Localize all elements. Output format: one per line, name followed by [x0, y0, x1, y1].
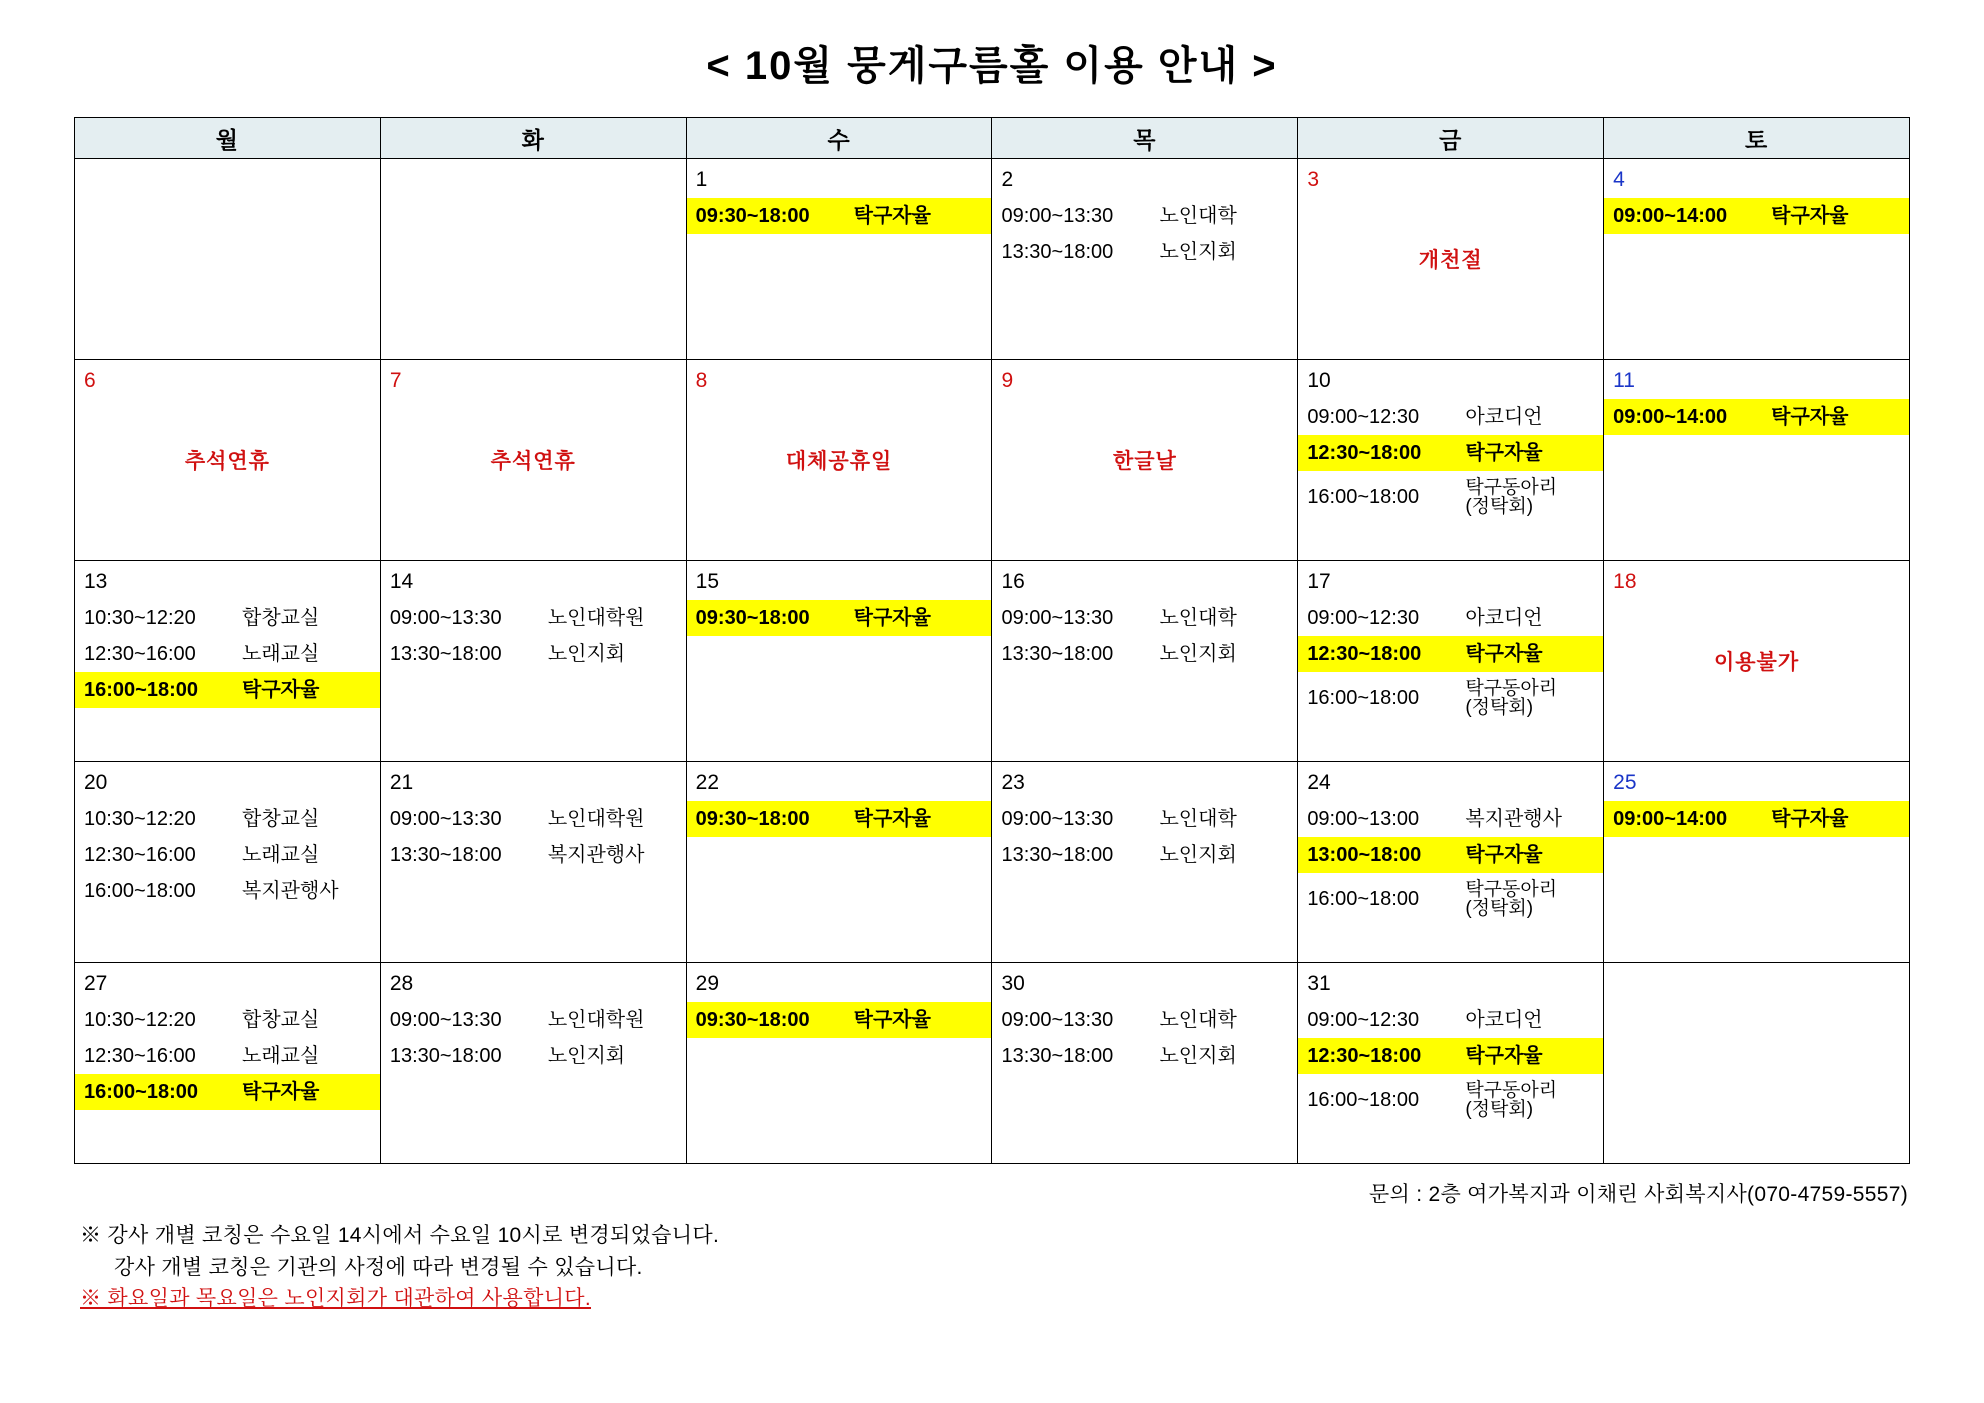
event-item — [381, 636, 686, 672]
event-item — [1298, 837, 1603, 873]
event-item — [1604, 801, 1909, 837]
event-name: 노인대학원 — [547, 808, 645, 830]
event-name: 탁구동아리 (정탁회) — [1465, 1080, 1558, 1121]
event-name: 노인대학원 — [547, 1009, 645, 1031]
note-line-1: ※ 강사 개별 코칭은 수요일 14시에서 수요일 10시로 변경되었습니다. — [80, 1224, 720, 1247]
day-number: 2 — [1001, 168, 1014, 191]
note-line-3: ※ 화요일과 목요일은 노인지회가 대관하여 사용합니다. — [80, 1287, 591, 1310]
holiday-label: 개천절 — [1418, 249, 1483, 272]
event-time: 12:30~16:00 — [84, 1045, 196, 1067]
event-list — [381, 600, 686, 672]
event-name: 노인지회 — [1159, 1045, 1237, 1067]
event-item — [75, 801, 380, 837]
event-time: 09:00~13:30 — [389, 607, 502, 629]
weekday-header-sat: 토 — [1604, 118, 1910, 159]
event-time: 13:30~18:00 — [389, 643, 502, 665]
event-name: 탁구자율 — [853, 607, 931, 629]
holiday-label: 대체공휴일 — [785, 450, 893, 473]
event-name: 노인대학 — [1159, 205, 1237, 227]
event-name: 노인대학 — [1159, 808, 1237, 830]
day-number: 21 — [389, 771, 414, 794]
event-time: 16:00~18:00 — [84, 679, 198, 701]
event-item — [992, 1038, 1297, 1074]
event-name: 노래교실 — [242, 844, 320, 866]
event-item — [1298, 1074, 1603, 1127]
event-item — [1604, 399, 1909, 435]
event-item — [992, 801, 1297, 837]
event-item — [75, 873, 380, 909]
event-item — [1298, 636, 1603, 672]
event-name: 노인대학 — [1159, 1009, 1237, 1031]
event-item — [381, 1002, 686, 1038]
calendar-day-cell-3[interactable] — [1298, 159, 1604, 360]
event-time: 13:30~18:00 — [1001, 844, 1114, 866]
event-list — [1298, 399, 1603, 524]
event-item — [1298, 1038, 1603, 1074]
event-time: 09:00~12:30 — [1307, 607, 1420, 629]
event-list — [1604, 198, 1909, 234]
event-item — [1298, 873, 1603, 926]
event-time: 13:30~18:00 — [1001, 241, 1114, 263]
event-item — [1298, 801, 1603, 837]
event-time: 09:00~13:30 — [1001, 1009, 1114, 1031]
event-time: 10:30~12:20 — [84, 808, 196, 830]
weekday-header-tue: 화 — [380, 118, 686, 159]
event-name: 노인대학원 — [547, 607, 645, 629]
event-time: 10:30~12:20 — [84, 607, 196, 629]
day-number: 28 — [389, 972, 414, 995]
calendar-week-row — [75, 159, 1910, 360]
event-item — [992, 198, 1297, 234]
event-list — [75, 600, 380, 708]
day-number: 11 — [1613, 369, 1635, 392]
event-item — [1298, 399, 1603, 435]
holiday-label: 이용불가 — [1713, 651, 1800, 674]
calendar-day-cell-28[interactable] — [380, 963, 686, 1164]
calendar-day-cell-13[interactable] — [75, 561, 381, 762]
event-list — [381, 1002, 686, 1074]
event-item — [381, 1038, 686, 1074]
calendar-day-cell-25[interactable] — [1604, 762, 1910, 963]
event-name: 합창교실 — [242, 607, 320, 629]
event-item — [1298, 1002, 1603, 1038]
calendar-day-cell-14[interactable] — [380, 561, 686, 762]
calendar-day-cell-15[interactable] — [686, 561, 992, 762]
event-time: 09:00~13:30 — [1001, 808, 1114, 830]
event-time: 09:30~18:00 — [695, 808, 810, 830]
calendar-day-cell-29[interactable] — [686, 963, 992, 1164]
weekday-header-mon: 월 — [75, 118, 381, 159]
weekday-header-thu: 목 — [992, 118, 1298, 159]
note-line-2: 강사 개별 코칭은 기관의 사정에 따라 변경될 수 있습니다. — [114, 1255, 643, 1279]
event-time: 16:00~18:00 — [84, 880, 196, 902]
event-name: 복지관행사 — [1465, 808, 1562, 830]
calendar-day-cell-31[interactable] — [1298, 963, 1604, 1164]
event-list — [687, 1002, 992, 1038]
event-time: 16:00~18:00 — [1307, 1089, 1420, 1112]
event-time: 16:00~18:00 — [1307, 888, 1420, 911]
event-name: 탁구자율 — [1771, 205, 1849, 227]
day-number: 10 — [1307, 369, 1331, 392]
event-name: 노인지회 — [1159, 844, 1237, 866]
event-name: 아코디언 — [1465, 607, 1543, 629]
day-number: 22 — [695, 771, 720, 794]
holiday-label: 추석연휴 — [184, 450, 270, 473]
event-name: 탁구자율 — [1771, 406, 1849, 428]
calendar-day-cell-30[interactable] — [992, 963, 1298, 1164]
event-name: 노인지회 — [547, 643, 626, 665]
event-time: 12:30~16:00 — [84, 643, 196, 665]
event-name: 노인지회 — [547, 1045, 626, 1067]
event-list — [687, 600, 992, 636]
event-name: 탁구자율 — [242, 679, 320, 701]
event-item — [992, 234, 1297, 270]
calendar-week-row — [75, 762, 1910, 963]
calendar-day-cell-11[interactable] — [1604, 360, 1910, 561]
event-name: 탁구자율 — [242, 1081, 320, 1103]
calendar-day-cell-2[interactable] — [992, 159, 1298, 360]
event-item — [1298, 600, 1603, 636]
event-time: 09:00~13:00 — [1307, 808, 1420, 830]
calendar-day-cell-23[interactable] — [992, 762, 1298, 963]
event-list — [1298, 801, 1603, 926]
day-number: 23 — [1001, 771, 1025, 794]
event-time: 16:00~18:00 — [1307, 486, 1420, 509]
event-list — [1298, 1002, 1603, 1127]
event-item — [75, 600, 380, 636]
day-number: 25 — [1613, 771, 1637, 794]
event-time: 13:30~18:00 — [1001, 1045, 1114, 1067]
calendar-day-cell-9[interactable] — [992, 360, 1298, 561]
event-name: 복지관행사 — [547, 844, 645, 866]
day-number: 7 — [389, 369, 402, 392]
calendar-day-cell-22[interactable] — [686, 762, 992, 963]
calendar-week-row — [75, 360, 1910, 561]
event-name: 노래교실 — [242, 1045, 320, 1067]
day-number — [75, 159, 380, 169]
day-number: 8 — [695, 369, 708, 392]
day-number: 20 — [84, 771, 108, 794]
contact-line: 문의 : 2층 여가복지과 이채린 사회복지사(070-4759-5557) — [1368, 1183, 1908, 1206]
event-name: 탁구자율 — [1465, 1045, 1543, 1067]
weekday-header-fri: 금 — [1298, 118, 1604, 159]
event-time: 09:30~18:00 — [695, 607, 810, 629]
event-name: 복지관행사 — [242, 880, 339, 902]
event-item — [75, 636, 380, 672]
event-item — [381, 837, 686, 873]
event-item — [381, 801, 686, 837]
event-name: 노래교실 — [242, 643, 320, 665]
event-name: 탁구자율 — [1771, 808, 1849, 830]
day-number — [1604, 963, 1909, 973]
day-number: 6 — [84, 369, 96, 392]
event-item — [1298, 672, 1603, 725]
day-number: 3 — [1307, 168, 1319, 191]
event-name: 합창교실 — [242, 1009, 320, 1031]
calendar-day-cell-1[interactable] — [686, 159, 992, 360]
event-name: 탁구동아리 (정탁회) — [1465, 477, 1558, 518]
event-name: 탁구자율 — [1465, 844, 1543, 866]
event-time: 09:00~13:30 — [389, 1009, 502, 1031]
event-item — [381, 600, 686, 636]
event-name: 노인대학 — [1159, 607, 1237, 629]
day-number: 17 — [1307, 570, 1331, 593]
event-list — [992, 600, 1297, 672]
event-list — [687, 198, 992, 234]
event-time: 09:00~13:30 — [1001, 205, 1114, 227]
event-item — [687, 600, 992, 636]
event-time: 09:00~14:00 — [1613, 406, 1728, 428]
event-name: 탁구자율 — [1465, 442, 1543, 464]
holiday-label: 한글날 — [1112, 450, 1177, 473]
event-time: 09:00~13:30 — [1001, 607, 1114, 629]
event-time: 13:30~18:00 — [389, 844, 502, 866]
event-item — [75, 1038, 380, 1074]
event-list — [75, 1002, 380, 1110]
event-name: 탁구자율 — [1465, 643, 1543, 665]
day-number: 15 — [695, 570, 720, 593]
event-time: 12:30~18:00 — [1307, 1045, 1422, 1067]
event-name: 탁구동아리 (정탁회) — [1465, 678, 1558, 719]
calendar-day-cell-empty[interactable] — [380, 159, 686, 360]
day-number: 13 — [84, 570, 108, 593]
day-number: 18 — [1613, 570, 1637, 593]
event-time: 09:00~14:00 — [1613, 205, 1728, 227]
calendar-day-cell-16[interactable] — [992, 561, 1298, 762]
event-item — [687, 801, 992, 837]
event-name: 노인지회 — [1159, 241, 1237, 263]
calendar-day-cell-4[interactable] — [1604, 159, 1910, 360]
calendar-day-cell-8[interactable] — [686, 360, 992, 561]
event-time: 13:30~18:00 — [389, 1045, 502, 1067]
event-time: 09:00~14:00 — [1613, 808, 1728, 830]
calendar-day-cell-17[interactable] — [1298, 561, 1604, 762]
event-time: 09:30~18:00 — [695, 1009, 810, 1031]
event-item — [1298, 471, 1603, 524]
event-time: 09:00~12:30 — [1307, 1009, 1420, 1031]
day-number: 29 — [695, 972, 720, 995]
day-number: 24 — [1307, 771, 1331, 794]
event-list — [992, 1002, 1297, 1074]
event-item — [992, 600, 1297, 636]
day-number: 30 — [1001, 972, 1025, 995]
day-number: 9 — [1001, 369, 1014, 392]
event-time: 12:30~18:00 — [1307, 442, 1422, 464]
event-list — [687, 801, 992, 837]
event-item — [992, 837, 1297, 873]
event-name: 아코디언 — [1465, 1009, 1543, 1031]
event-list — [1604, 801, 1909, 837]
page-title: < 10월 뭉게구름홀 이용 안내 > — [706, 44, 1278, 88]
calendar-day-cell-empty[interactable] — [1604, 963, 1910, 1164]
day-number — [381, 159, 686, 169]
event-list — [381, 801, 686, 873]
calendar-day-cell-6[interactable] — [75, 360, 381, 561]
calendar-body — [75, 159, 1910, 1164]
event-item — [992, 636, 1297, 672]
weekday-header-row — [75, 118, 1910, 159]
event-time: 09:00~13:30 — [389, 808, 502, 830]
event-name: 탁구자율 — [853, 808, 931, 830]
event-time: 16:00~18:00 — [1307, 687, 1420, 710]
event-list — [1298, 600, 1603, 725]
event-time: 12:30~18:00 — [1307, 643, 1422, 665]
calendar-day-cell-18[interactable] — [1604, 561, 1910, 762]
day-number: 31 — [1307, 972, 1331, 995]
event-list — [75, 801, 380, 909]
calendar-day-cell-7[interactable] — [380, 360, 686, 561]
calendar-day-cell-20[interactable] — [75, 762, 381, 963]
event-item — [75, 1002, 380, 1038]
day-number: 16 — [1001, 570, 1025, 593]
holiday-label: 추석연휴 — [490, 450, 576, 473]
event-name: 아코디언 — [1465, 406, 1543, 428]
event-name: 탁구자율 — [853, 205, 931, 227]
footer-notes — [74, 1220, 1910, 1315]
calendar-day-cell-27[interactable] — [75, 963, 381, 1164]
event-item — [75, 1074, 380, 1110]
event-time: 16:00~18:00 — [84, 1081, 198, 1103]
event-item — [687, 1002, 992, 1038]
event-time: 09:00~12:30 — [1307, 406, 1420, 428]
event-name: 탁구동아리 (정탁회) — [1465, 879, 1558, 920]
event-list — [992, 198, 1297, 270]
day-number: 27 — [84, 972, 108, 995]
event-item — [75, 837, 380, 873]
monthly-calendar-table — [74, 117, 1910, 1164]
calendar-day-cell-24[interactable] — [1298, 762, 1604, 963]
event-item — [992, 1002, 1297, 1038]
day-number: 1 — [695, 168, 708, 191]
day-number: 14 — [389, 570, 414, 593]
event-item — [75, 672, 380, 708]
event-name: 노인지회 — [1159, 643, 1237, 665]
weekday-header-wed: 수 — [686, 118, 992, 159]
event-list — [1604, 399, 1909, 435]
calendar-week-row — [75, 963, 1910, 1164]
event-name: 합창교실 — [242, 808, 320, 830]
calendar-day-cell-empty[interactable] — [75, 159, 381, 360]
event-list — [992, 801, 1297, 873]
event-name: 탁구자율 — [853, 1009, 931, 1031]
event-time: 13:00~18:00 — [1307, 844, 1422, 866]
event-item — [1298, 435, 1603, 471]
event-time: 09:30~18:00 — [695, 205, 810, 227]
calendar-day-cell-21[interactable] — [380, 762, 686, 963]
calendar-day-cell-10[interactable] — [1298, 360, 1604, 561]
calendar-week-row — [75, 561, 1910, 762]
event-time: 13:30~18:00 — [1001, 643, 1114, 665]
event-item — [1604, 198, 1909, 234]
event-time: 12:30~16:00 — [84, 844, 196, 866]
day-number: 4 — [1613, 168, 1625, 191]
event-item — [687, 198, 992, 234]
event-time: 10:30~12:20 — [84, 1009, 196, 1031]
